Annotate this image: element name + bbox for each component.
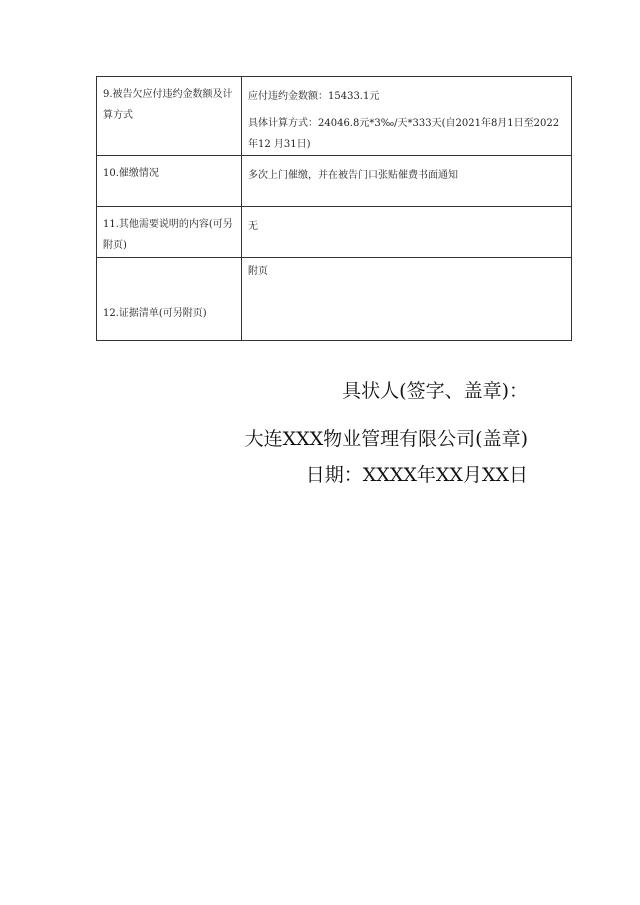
evidence-list-text: 附页 [248,266,268,277]
penalty-amount-text: 应付违约金数额：15433.1元 [248,91,380,102]
other-notes-text: 无 [248,221,258,232]
complaint-form-table [96,76,572,341]
row-label-cell [97,156,242,207]
row-label-cell [97,258,242,341]
row-value-cell [242,77,572,156]
row-label-evidence: 12.证据清单(可另附页) [103,308,207,319]
table-row [97,77,572,156]
table-row [97,207,572,258]
company-name-line: 大连XXX物业管理有限公司(盖章) [244,428,528,450]
penalty-calculation-text: 具体计算方式：24046.8元*3‰/天*333天(自2021年8月1日至2022年12 月31日) [248,118,560,150]
collection-status-text: 多次上门催缴，并在被告门口张贴催费书面通知 [248,170,458,181]
row-value-cell [242,207,572,258]
row-label-cell [97,207,242,258]
row-value-cell [242,156,572,207]
row-label-other-notes: 11.其他需要说明的内容(可另附页) [103,219,233,251]
date-line: 日期：XXXX年XX月XX日 [305,464,528,486]
table-row [97,258,572,341]
table-row [97,156,572,207]
row-label-penalty: 9.被告欠应付违约金数额及计算方式 [103,89,233,121]
row-value-cell [242,258,572,341]
row-label-cell [97,77,242,156]
row-label-collection: 10.催缴情况 [103,168,159,179]
plaintiff-signature-line: 具状人(签字、盖章)： [342,380,528,402]
